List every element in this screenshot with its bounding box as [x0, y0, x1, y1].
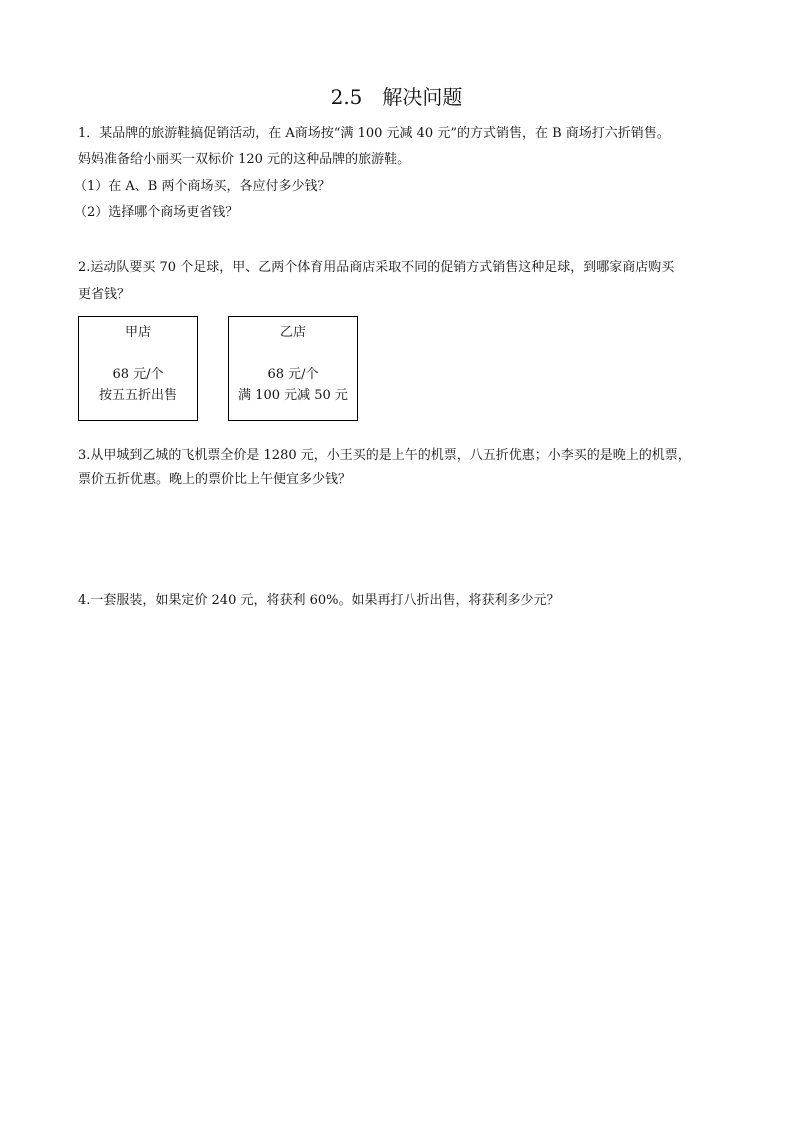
question-2-line-2: 更省钱？ [78, 287, 131, 302]
question-3-line-2: 票价五折优惠。晚上的票价比上午便宜多少钱？ [78, 472, 352, 487]
shop-price: 68 元/个 [267, 367, 319, 382]
page-title: 2.5 解决问题 [330, 85, 463, 109]
question-3-line-1: 3.从甲城到乙城的飞机票全价是 1280 元，小王买的是上午的机票，八五折优惠；小李买的是晚上的机票， [78, 448, 691, 463]
shop-box-yi [228, 316, 358, 421]
question-1-sub-2: （2）选择哪个商场更省钱？ [74, 205, 239, 220]
question-1-line-2: 妈妈准备给小丽买一双标价 120 元的这种品牌的旅游鞋。 [78, 152, 411, 167]
shop-box-jia [78, 316, 198, 421]
question-2-line-1: 2.运动队要买 70 个足球，甲、乙两个体育用品商店采取不同的促销方式销售这种足球，到哪家商店购买 [78, 260, 675, 275]
shop-offer: 满 100 元减 50 元 [238, 388, 348, 403]
question-4-line-1: 4.一套服装，如果定价 240 元，将获利 60%。如果再打八折出售，将获利多少元？ [78, 593, 560, 608]
question-1-line-1: 1．某品牌的旅游鞋搞促销活动，在 A商场按“满 100 元减 40 元”的方式销售，在 B 商场打六折销售。 [78, 126, 670, 141]
shop-name: 乙店 [279, 325, 306, 340]
shop-price: 68 元/个 [112, 367, 164, 382]
shop-offer: 按五五折出售 [98, 388, 177, 403]
question-1-sub-1: （1）在 A、B 两个商场买，各应付多少钱？ [74, 179, 331, 194]
shop-name: 甲店 [124, 325, 151, 340]
